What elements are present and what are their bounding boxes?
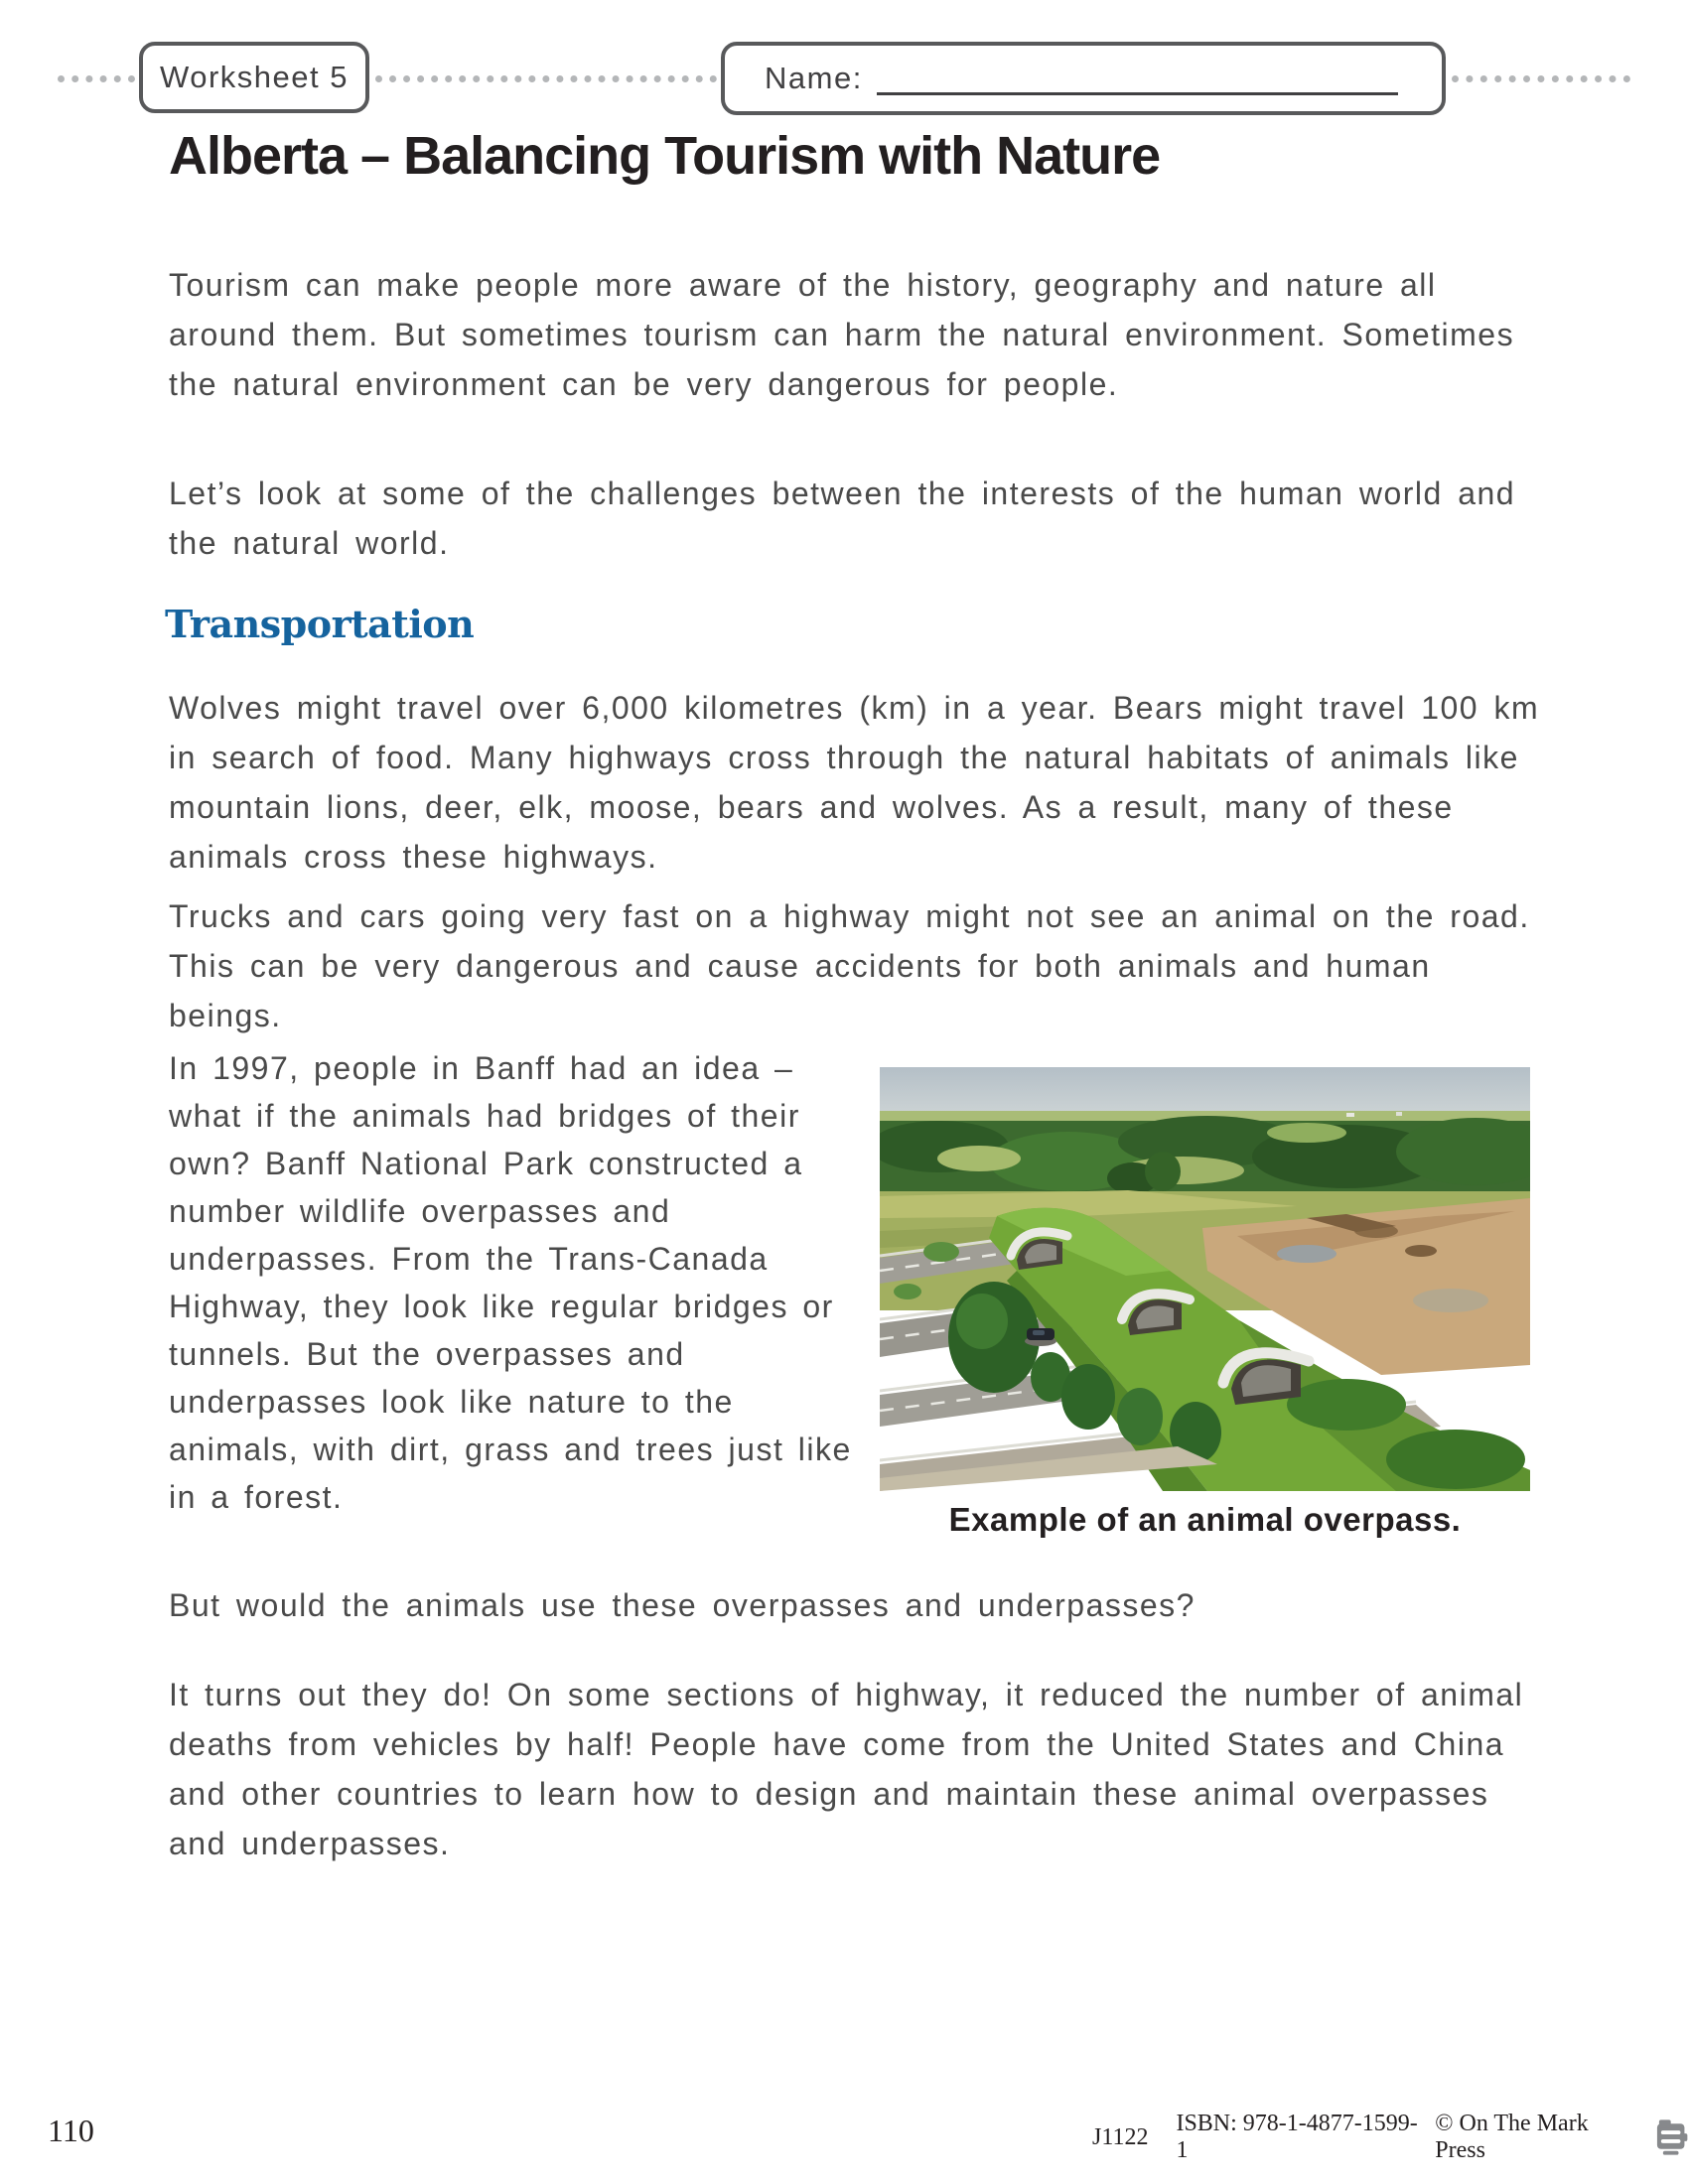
header-dotted-rule-right	[1452, 75, 1630, 82]
header-dotted-rule-left	[58, 75, 135, 82]
overpass-paragraph-result: It turns out they do! On some sections of highway, it reduced the number of animal deaths from vehicles by half! People have come from the United States and China and other countries to learn how to design and maintain these animal overpasses and underpasses.	[169, 1677, 1524, 1861]
worksheet-label: Worksheet 5	[160, 60, 349, 94]
page-number: 110	[48, 2113, 94, 2148]
transportation-paragraph-2: Trucks and cars going very fast on a highway might not see an animal on the road. This can be very dangerous and cause accidents for both animals and human beings.	[169, 898, 1530, 1033]
intro-paragraph-2: Let’s look at some of the challenges between the interests of the human world and the natural world.	[169, 476, 1516, 561]
overpass-photo-illustration	[880, 1067, 1530, 1491]
intro-paragraph-1: Tourism can make people more aware of the history, geography and nature all around them. But sometimes tourism can harm the natural environment. Sometimes the natural environment can be very dangerous for people.	[169, 267, 1515, 402]
section-heading-transportation: Transportation	[165, 602, 475, 646]
name-label: Name:	[765, 61, 863, 95]
footer-imprint	[1092, 2111, 1688, 2164]
overpass-column-text: In 1997, people in Banff had an idea – what if the animals had bridges of their own? Banff National Park constructed a number wildlife overpasses and underpasses. From the Trans-Canada Highway, they look like regular bridges or tunnels. But the overpasses and underpasses look like nature to the animals, with dirt, grass and trees just like in a forest.	[169, 1050, 852, 1515]
footer-isbn: ISBN: 978-1-4877-1599-1	[1176, 2111, 1418, 2163]
animal-overpass-photo	[880, 1067, 1530, 1491]
overpass-paragraph-question: But would the animals use these overpasses and underpasses?	[169, 1587, 1196, 1623]
photo-caption: Example of an animal overpass.	[948, 1501, 1462, 1538]
page-title: Alberta – Balancing Tourism with Nature	[169, 126, 1161, 186]
footer-publisher: © On The Mark Press	[1435, 2111, 1589, 2163]
transportation-paragraph-1: Wolves might travel over 6,000 kilometres (km) in a year. Bears might travel 100 km in search of food. Many highways cross through the natural habitats of animals like mountain lions, deer, elk, moose, bears and wolves. As a result, many of these animals cross these highways.	[169, 690, 1540, 875]
footer-product-code: J1122	[1092, 2123, 1149, 2150]
press-logo-icon	[1653, 2117, 1688, 2157]
name-fill-in-line	[877, 92, 1398, 95]
name-box	[721, 42, 1446, 115]
header-dotted-rule-middle	[375, 75, 717, 82]
worksheet-number-box	[139, 42, 369, 113]
